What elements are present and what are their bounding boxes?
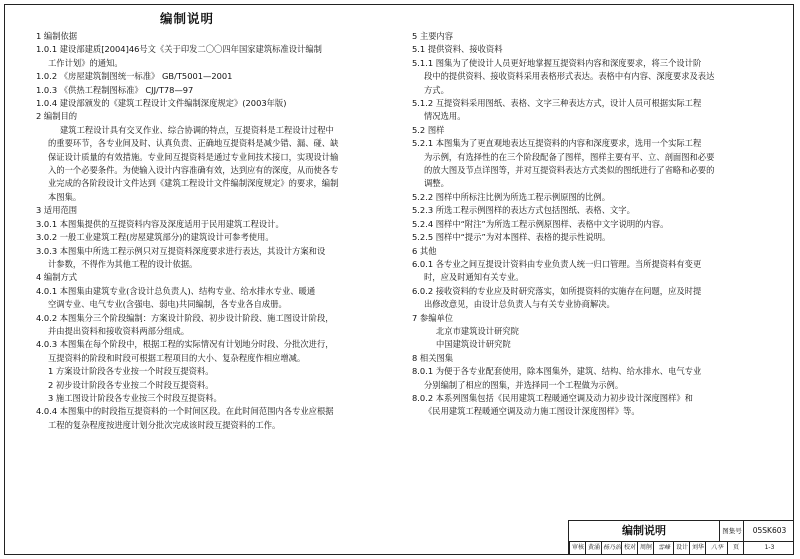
page-title: 编制说明 <box>160 11 215 26</box>
titleblock-cell: 校对 <box>621 541 638 555</box>
titleblock-cell: 刘华 <box>689 541 706 555</box>
title-block <box>568 520 794 555</box>
right-text-line: 为示例，有选择性的在三个阶段配备了图样，图样主要有平、立、剖面图和必要 <box>424 151 715 162</box>
right-text-line: 5.1.2 互提资料采用图纸、表格、文字三种表达方式，设计人员可根据实际工程 <box>412 98 702 109</box>
left-text-line: 4.0.4 本图集中的时段指互提资料的一个时间区段。在此时间范围内各专业应根据 <box>36 406 334 417</box>
left-text-line: 入的一个必要条件。为使输入设计内容准确有效，达到应有的深度，从而使各专 <box>48 165 339 176</box>
titleblock-cell: 审核 <box>569 541 586 555</box>
right-text-line: 分别编制了相应的图集，并选择同一个工程做为示例。 <box>424 379 624 390</box>
left-text-line: 并由提出资料和接收资料两部分组成。 <box>48 325 190 336</box>
left-text-line: 4.0.3 本图集在每个阶段中，根据工程的实际情况有计划地分时段、分批次进行， <box>36 339 334 350</box>
left-text-line: 建筑工程设计具有交叉作业、综合协调的特点，互提资料是工程设计过程中 <box>60 124 334 135</box>
right-text-line: 的放大图及节点详图等，并对互提资料表达方式类似的图纸进行了省略和必要的 <box>424 165 715 176</box>
right-text-line: 调整。 <box>424 178 449 189</box>
left-text-line: 4.0.2 本图集分三个阶段编制：方案设计阶段、初步设计阶段、施工图设计阶段， <box>36 312 334 323</box>
left-text-line: 业完成的各阶段设计文件达到《建筑工程设计文件编制深度规定》的要求，编制 <box>48 178 339 189</box>
right-text-line: 5.2.4 图样中“附注”为所选工程示例原图样、表格中文字说明的内容。 <box>412 218 669 229</box>
left-column <box>36 30 396 432</box>
titleblock-signature-row <box>569 541 794 555</box>
left-text-line: 的重要环节，各专业间及时、认真负责、正确地互提资料是减少错、漏、碰、缺 <box>48 138 339 149</box>
right-text-line: 5.2.3 所选工程示例图样的表达方式包括图纸、表格、文字。 <box>412 205 635 216</box>
right-text-line: 8.0.2 本系列图集包括《民用建筑工程暖通空调及动力初步设计深度图样》和 <box>412 392 693 403</box>
left-text-line: 1.0.1 建设部建质[2004]46号文《关于印发二〇〇四年国家建筑标准设计编制 <box>36 44 322 55</box>
right-text-line: 5.2 图样 <box>412 124 445 135</box>
right-section-heading: 5 主要内容 <box>412 31 454 41</box>
right-text-line: 6.0.2 接收资料的专业应及时研究落实，如所提资料的实施存在问题，应及时提 <box>412 285 702 296</box>
right-text-line: 5.2.5 图样中“提示”为对本图样、表格的提示性说明。 <box>412 232 611 243</box>
titleblock-cell: 周舸 <box>637 541 654 555</box>
right-section-heading: 6 其他 <box>412 245 437 256</box>
right-text-line: 8.0.1 为便于各专业配套使用，除本图集外，建筑、结构、给水排水、电气专业 <box>412 366 702 377</box>
right-text-line: 《民用建筑工程暖通空调及动力施工图设计深度图样》等。 <box>424 406 640 417</box>
left-text-line: 保证设计质量的有效措施。专业间互提资料是通过专业间技术接口，实现设计输 <box>48 151 339 162</box>
right-text-line: 中国建筑设计研究院 <box>436 339 511 350</box>
titleblock-atlas-no: 05SK603 <box>743 521 795 541</box>
left-text-line: 3.0.2 一般工业建筑工程(房屋建筑部分)的建筑设计可参考使用。 <box>36 232 274 243</box>
right-column <box>412 30 788 419</box>
titleblock-cell: 雪峰 <box>653 541 674 555</box>
left-text-line: 1.0.2 《房屋建筑制图统一标准》 GB/T5001—2001 <box>36 71 233 82</box>
left-text-line: 空调专业、电气专业(含强电、弱电)共同编制，各专业各自成册。 <box>48 299 287 310</box>
right-text-line: 方式。 <box>424 84 449 95</box>
left-text-line: 工程的复杂程度按进度计划分批次完成该时段互提资料的工作。 <box>48 419 281 430</box>
titleblock-cell: 八华 <box>705 541 728 555</box>
left-text-line: 互提资料的阶段和时段可根据工程项目的大小、复杂程度作相应增减。 <box>48 352 306 363</box>
titleblock-atlas-label: 图集号 <box>719 521 744 541</box>
right-text-line: 段中的提供资料、接收资料采用表格形式表达。表格中有内容、深度要求及表达 <box>424 71 715 82</box>
left-text-line: 2 初步设计阶段各专业按二个时段互提资料。 <box>48 379 214 390</box>
left-section-heading: 2 编制目的 <box>36 111 78 122</box>
right-text-line: 5.2.2 图样中所标注比例为所选工程示例原图的比例。 <box>412 191 610 202</box>
titleblock-cell: 黄涌 <box>585 541 602 555</box>
right-text-line: 5.2.1 本图集为了更直观地表达互提资料的内容和深度要求，选用一个实际工程 <box>412 138 702 149</box>
left-section-heading: 4 编制方式 <box>36 272 78 283</box>
right-text-line: 5.1.1 图集为了使设计人员更好地掌握互提资料内容和深度要求，将三个设计阶 <box>412 57 702 68</box>
right-text-line: 情况选用。 <box>424 111 466 122</box>
left-text-line: 4.0.1 本图集由建筑专业(含设计总负责人)、结构专业、给水排水专业、暖通 <box>36 285 316 296</box>
left-text-line: 3.0.1 本图集提供的互提资料内容及深度适用于民用建筑工程设计。 <box>36 218 284 229</box>
titleblock-cell: 杨乃治 <box>601 541 622 555</box>
left-text-line: 3.0.3 本图集中所选工程示例只对互提资料深度要求进行表达，其设计方案和设 <box>36 245 326 256</box>
right-text-line: 出修改意见，由设计总负责人与有关专业协商解决。 <box>424 299 615 310</box>
titleblock-cell: 设计 <box>673 541 690 555</box>
left-text-line: 1 方案设计阶段各专业按一个时段互提资料。 <box>48 366 214 377</box>
right-section-heading: 8 相关图集 <box>412 352 454 363</box>
left-text-line: 本图集。 <box>48 191 82 202</box>
right-section-heading: 7 参编单位 <box>412 312 454 323</box>
titleblock-cell: 1-3 <box>743 541 795 555</box>
titleblock-title: 编制说明 <box>622 524 666 537</box>
right-text-line: 时，应及时通知有关专业。 <box>424 272 524 283</box>
left-text-line: 工作计划》的通知。 <box>48 57 123 68</box>
left-text-line: 3 施工图设计阶段各专业按三个时段互提资料。 <box>48 392 222 403</box>
left-text-line: 计参数，不得作为其他工程的设计依据。 <box>48 258 198 269</box>
left-text-line: 1.0.3 《供热工程制图标准》 CJJ/T78—97 <box>36 84 194 95</box>
right-text-line: 北京市建筑设计研究院 <box>436 325 519 336</box>
right-text-line: 6.0.1 各专业之间互提设计资料由专业负责人统一归口管理。当所提资料有变更 <box>412 258 702 269</box>
left-section-heading: 3 适用范围 <box>36 205 78 216</box>
right-text-line: 5.1 提供资料、接收资料 <box>412 44 503 55</box>
left-text-line: 1.0.4 建设部颁发的《建筑工程设计文件编制深度规定》(2003年版) <box>36 98 287 109</box>
left-section-heading: 1 编制依据 <box>36 31 78 41</box>
titleblock-cell: 页 <box>727 541 744 555</box>
